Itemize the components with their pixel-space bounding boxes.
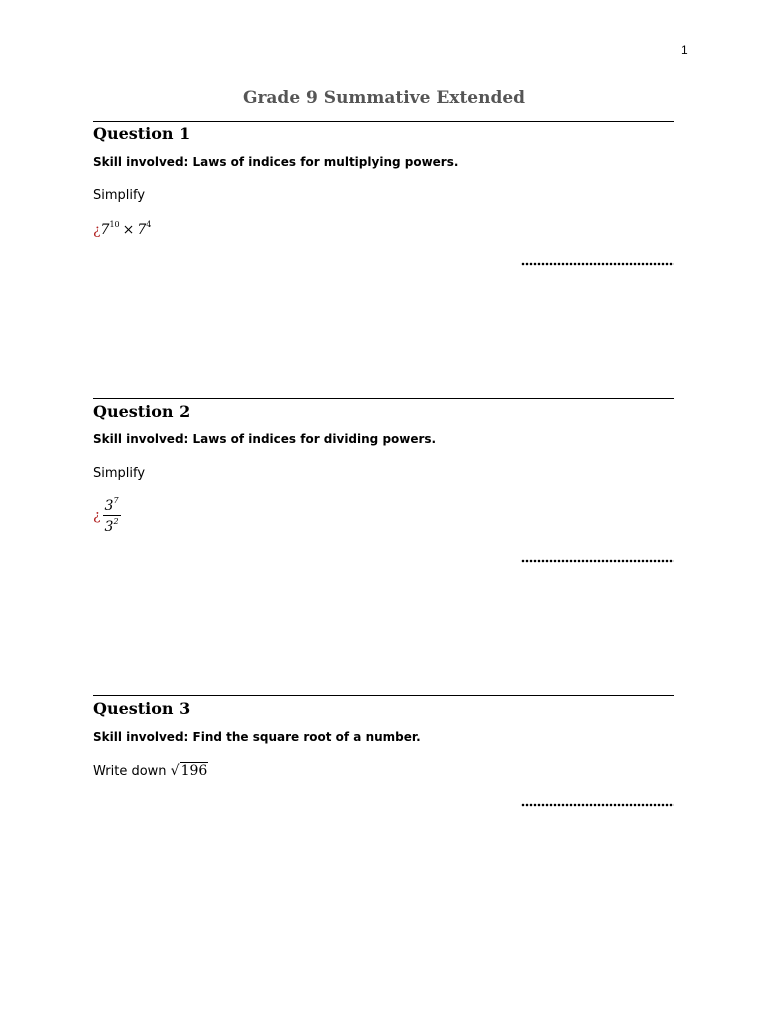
question-2-skill: Skill involved: Laws of indices for dividing powers. bbox=[93, 432, 437, 446]
exponent-2: 4 bbox=[146, 220, 152, 229]
numerator-exponent: 7 bbox=[113, 496, 119, 505]
question-2-heading: Question 2 bbox=[93, 402, 191, 421]
base-1: 7 bbox=[100, 222, 110, 238]
question-3-heading: Question 3 bbox=[93, 699, 191, 718]
fraction bbox=[103, 496, 121, 535]
radical-sign: √ bbox=[170, 763, 180, 779]
question-3-instruction bbox=[93, 763, 208, 779]
question-2-instruction: Simplify bbox=[93, 466, 146, 481]
times-operator: × bbox=[122, 222, 135, 238]
numerator-base: 3 bbox=[104, 498, 114, 514]
base-2: 7 bbox=[137, 222, 147, 238]
document-title: Grade 9 Summative Extended bbox=[242, 88, 526, 108]
question-2-top-rule bbox=[93, 398, 674, 399]
missing-glyph-marker: ¿ bbox=[93, 222, 101, 238]
question-1-heading: Question 1 bbox=[93, 124, 191, 143]
question-3-answer-line[interactable] bbox=[521, 803, 674, 807]
radicand: 196 bbox=[180, 763, 208, 779]
square-root-expression bbox=[171, 762, 209, 779]
question-1-skill: Skill involved: Laws of indices for multiplying powers. bbox=[93, 155, 459, 169]
fraction-denominator bbox=[103, 516, 121, 535]
question-1-expression bbox=[93, 220, 151, 238]
denominator-base: 3 bbox=[104, 519, 114, 535]
question-2-expression bbox=[93, 496, 121, 535]
denominator-exponent: 2 bbox=[113, 517, 119, 526]
question-1-instruction: Simplify bbox=[93, 188, 146, 203]
exponent-1: 10 bbox=[109, 220, 120, 229]
page-number: 1 bbox=[681, 43, 688, 57]
question-3-top-rule bbox=[93, 695, 674, 696]
instruction-text: Write down bbox=[93, 764, 167, 779]
question-1-answer-line[interactable] bbox=[521, 262, 674, 266]
missing-glyph-marker: ¿ bbox=[93, 507, 101, 524]
question-1-top-rule bbox=[93, 121, 674, 122]
fraction-numerator bbox=[103, 496, 121, 516]
question-2-answer-line[interactable] bbox=[521, 559, 674, 563]
question-3-skill: Skill involved: Find the square root of a number. bbox=[93, 730, 421, 744]
